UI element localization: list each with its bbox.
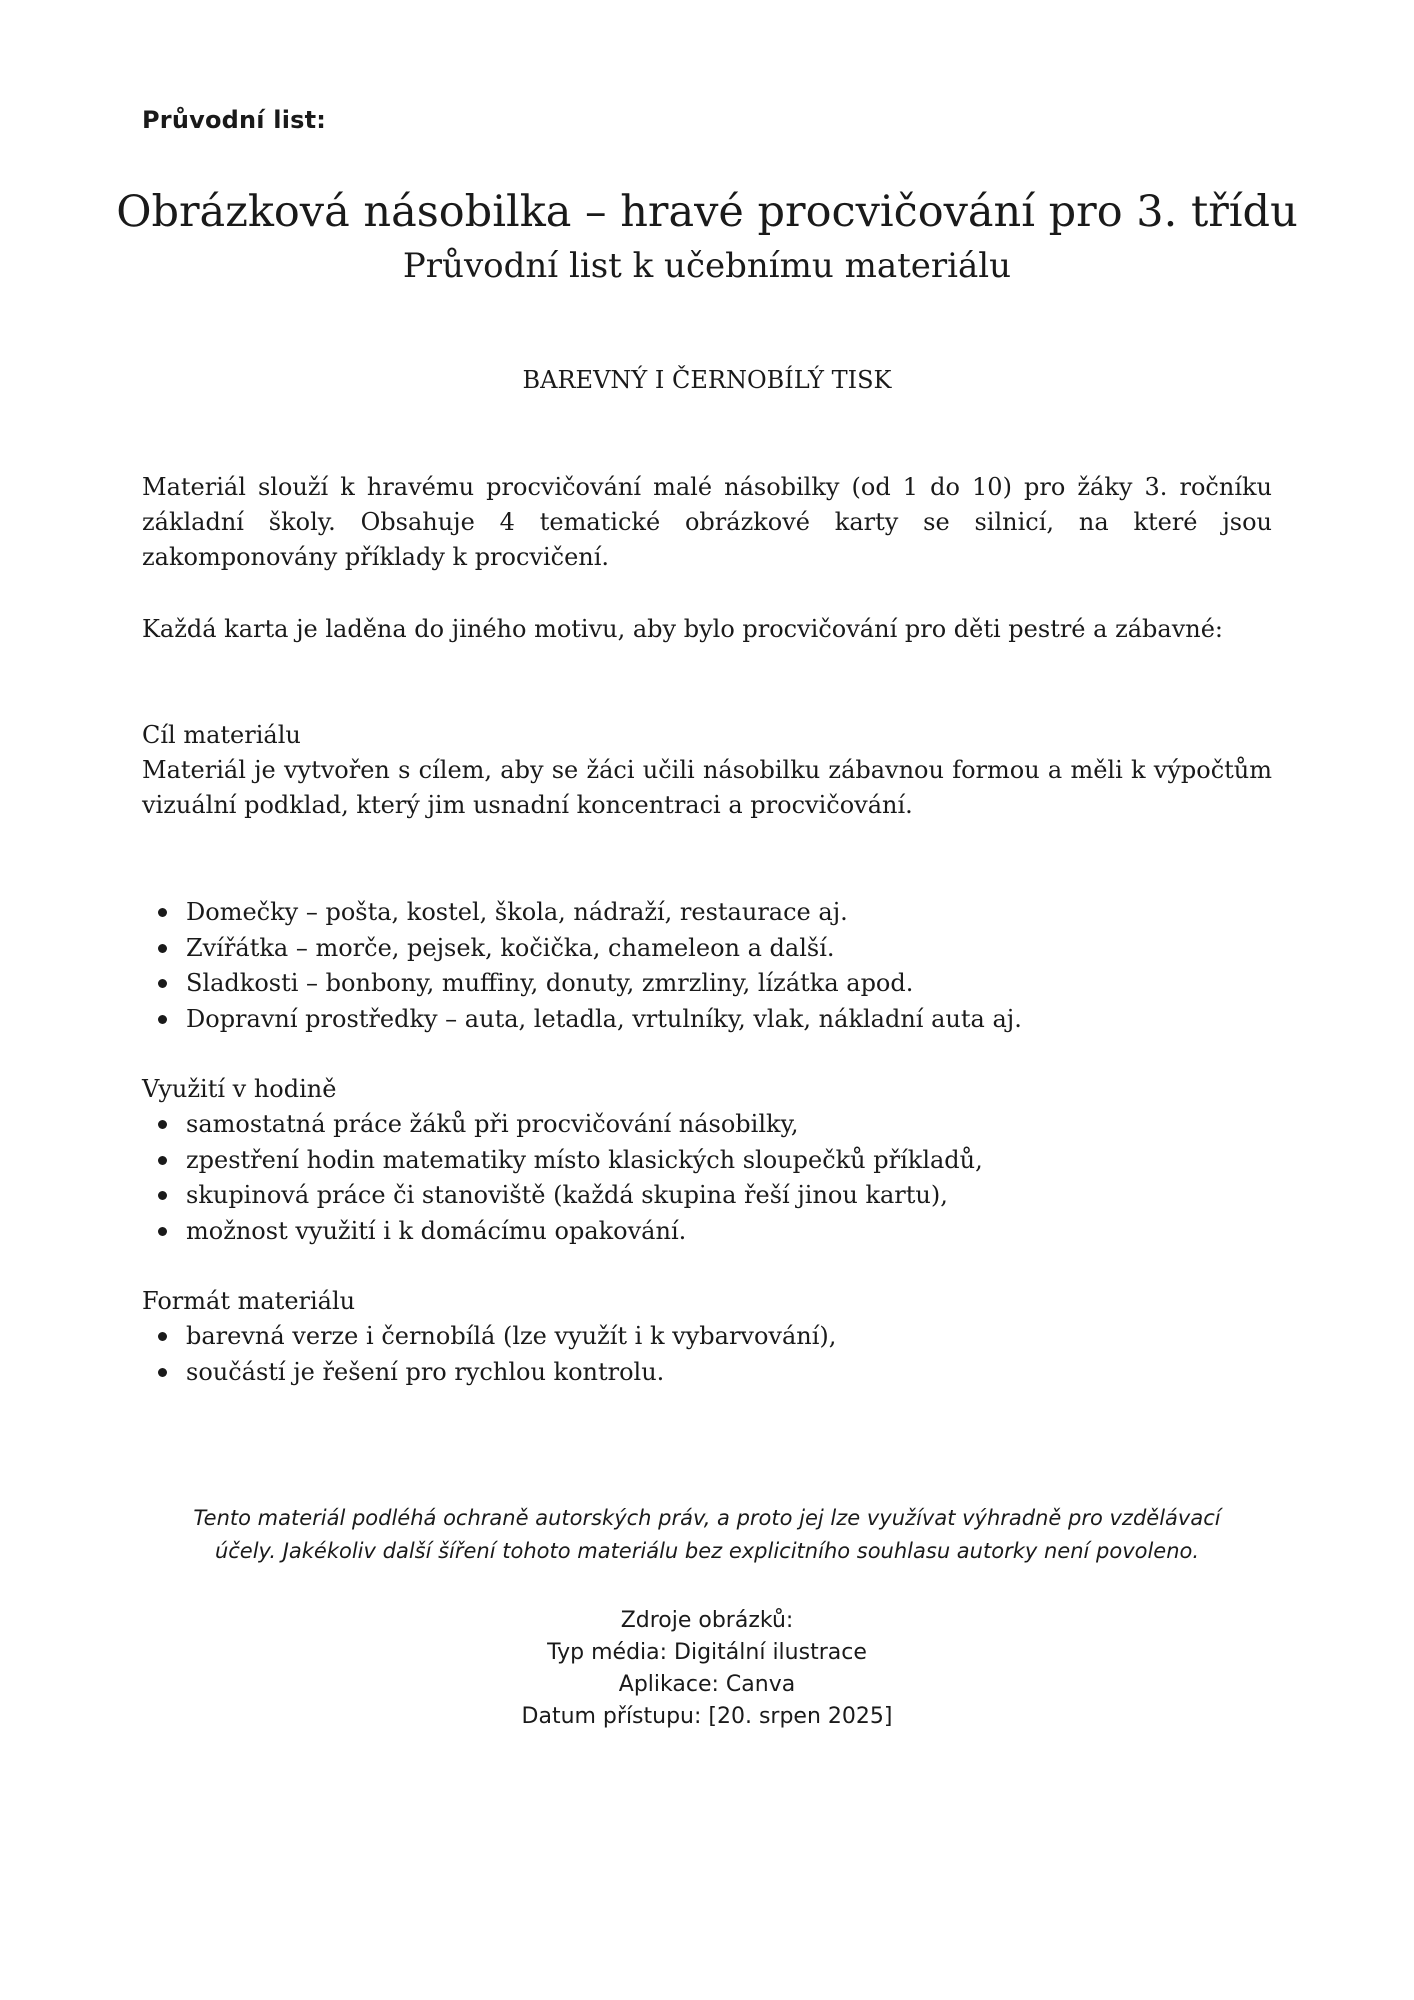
- list-item-text: skupinová práce či stanoviště (každá skupina řeší jinou kartu),: [186, 1181, 948, 1209]
- list-item: [142, 1319, 1272, 1355]
- access-date: Datum přístupu: [20. srpen 2025]: [521, 1704, 893, 1729]
- bullet-icon: [158, 1368, 167, 1377]
- motifs-list: [142, 895, 1272, 1037]
- copyright-notice: [142, 1502, 1272, 1568]
- list-item: [142, 966, 1272, 1002]
- document-title: Obrázková násobilka – hravé procvičování pro 3. třídu: [116, 187, 1298, 237]
- list-item: [142, 1214, 1272, 1250]
- print-note: BAREVNÝ I ČERNOBÍLÝ TISK: [522, 366, 892, 394]
- usage-list: [142, 1107, 1272, 1249]
- list-item-text: součástí je řešení pro rychlou kontrolu.: [186, 1357, 665, 1386]
- bullet-icon: [158, 1156, 167, 1165]
- list-item-text: zpestření hodin matematiky místo klasických sloupečků příkladů,: [186, 1145, 983, 1174]
- media-type: Typ média: Digitální ilustrace: [547, 1640, 867, 1665]
- bullet-icon: [158, 1332, 167, 1341]
- format-section: [142, 1319, 1272, 1390]
- list-item: [142, 1107, 1272, 1143]
- format-list: [142, 1319, 1272, 1390]
- list-item-text: Sladkosti – bonbony, muffiny, donuty, zmrzliny, lízátka apod.: [186, 969, 914, 997]
- list-item-text: možnost využití i k domácímu opakování.: [186, 1216, 687, 1245]
- format-heading: Formát materiálu: [142, 1287, 356, 1315]
- usage-section: [142, 1107, 1272, 1249]
- usage-heading: Využití v hodině: [142, 1075, 337, 1103]
- list-item-text: Dopravní prostředky – auta, letadla, vrtulníky, vlak, nákladní auta aj.: [186, 1004, 1022, 1033]
- list-item: [142, 1143, 1272, 1179]
- bullet-icon: [158, 1120, 167, 1129]
- application: Aplikace: Canva: [618, 1672, 796, 1697]
- list-item: [142, 1178, 1272, 1214]
- bullet-icon: [158, 979, 167, 988]
- motifs-section: [142, 895, 1272, 1037]
- list-item: [142, 1002, 1272, 1038]
- bullet-icon: [158, 944, 167, 953]
- image-sources: [0, 1605, 1414, 1733]
- list-item: [142, 1355, 1272, 1391]
- motifs-lead-paragraph: Každá karta je laděna do jiného motivu, aby bylo procvičování pro děti pestré a zábavné:: [142, 615, 1224, 643]
- bullet-icon: [158, 1015, 167, 1024]
- list-item-text: Domečky – pošta, kostel, škola, nádraží, restaurace aj.: [186, 898, 848, 926]
- list-item-text: barevná verze i černobílá (lze využít i k vybarvování),: [186, 1322, 837, 1350]
- bullet-icon: [158, 1191, 167, 1200]
- copyright-notice-line: Tento materiál podléhá ochraně autorských práv, a proto jej lze využívat výhradně pro vzdělávací: [193, 1506, 1221, 1530]
- goal-heading: Cíl materiálu: [142, 721, 301, 749]
- list-item: [142, 895, 1272, 931]
- goal-paragraph: Materiál je vytvořen s cílem, aby se žáci učili násobilku zábavnou formou a měli k výpočtům vizuální podklad, který jim usnadní koncentraci a procvičování.: [142, 756, 1272, 819]
- document-label: Průvodní list:: [142, 106, 327, 134]
- list-item: [142, 931, 1272, 967]
- list-item-text: Zvířátka – morče, pejsek, kočička, chameleon a další.: [186, 933, 835, 962]
- bullet-icon: [158, 1227, 167, 1236]
- sources-heading: Zdroje obrázků:: [620, 1608, 794, 1633]
- document-subtitle: Průvodní list k učebnímu materiálu: [402, 246, 1012, 286]
- bullet-icon: [158, 908, 167, 917]
- list-item-text: samostatná práce žáků při procvičování násobilky,: [186, 1110, 799, 1138]
- intro-paragraph: Materiál slouží k hravému procvičování malé násobilky (od 1 do 10) pro žáky 3. ročníku základní školy. Obsahuje 4 tematické obrázkové karty se silnicí, na které jsou zakomponovány příklady k procvičení.: [142, 473, 1272, 571]
- copyright-notice-line: účely. Jakékoliv další šíření tohoto materiálu bez explicitního souhlasu autorky není povoleno.: [214, 1539, 1200, 1563]
